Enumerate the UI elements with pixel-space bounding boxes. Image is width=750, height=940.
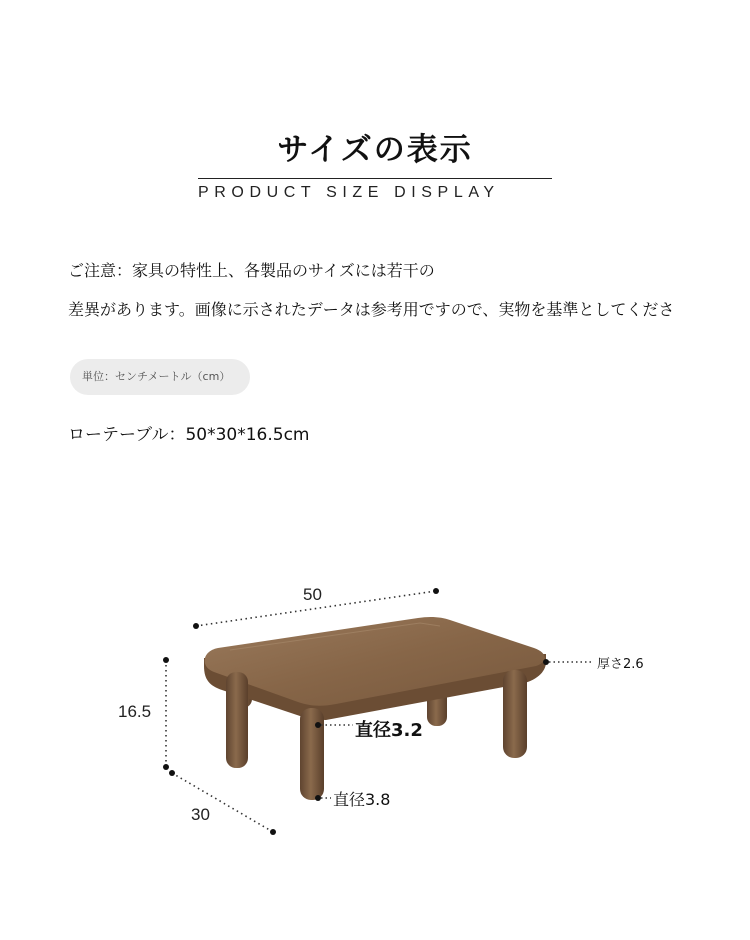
table-leg-front-right — [503, 670, 527, 758]
leg-top-diameter-label: 直径3.2 — [355, 720, 423, 741]
height-dimension-end-top — [163, 657, 169, 663]
height-label: 16.5 — [118, 702, 152, 721]
leg-top-callout-dot — [315, 722, 321, 728]
notice-line-2: 差異があります。画像に示されたデータは参考用ですので、実物を基準としてくださ — [68, 300, 675, 319]
width-dimension-end-left — [193, 623, 199, 629]
leg-bottom-diameter-label: 直径3.8 — [333, 790, 391, 809]
depth-label: 30 — [191, 805, 210, 824]
width-label: 50 — [303, 585, 322, 604]
unit-label: 単位：センチメートル（cm） — [82, 370, 231, 383]
table-leg-front-left — [226, 672, 248, 768]
product-dimensions: ローテーブル：50*30*16.5cm — [68, 425, 310, 445]
thickness-callout-dot — [543, 659, 549, 665]
notice-line-1: ご注意：家具の特性上、各製品のサイズには若干の — [68, 261, 435, 280]
title-divider — [198, 178, 552, 179]
page-title: サイズの表示 — [277, 132, 473, 168]
table-dimension-diagram — [0, 540, 750, 860]
height-dimension-end-bottom — [163, 764, 169, 770]
width-dimension-end-right — [433, 588, 439, 594]
page-subtitle: PRODUCT SIZE DISPLAY — [198, 184, 500, 201]
leg-bottom-callout-dot — [315, 795, 321, 801]
depth-dimension-line — [172, 773, 273, 832]
depth-dimension-end-top — [169, 770, 175, 776]
table-leg-front-center — [300, 708, 324, 800]
depth-dimension-end-bottom — [270, 829, 276, 835]
unit-badge — [70, 359, 250, 395]
thickness-label: 厚さ2.6 — [597, 657, 644, 672]
